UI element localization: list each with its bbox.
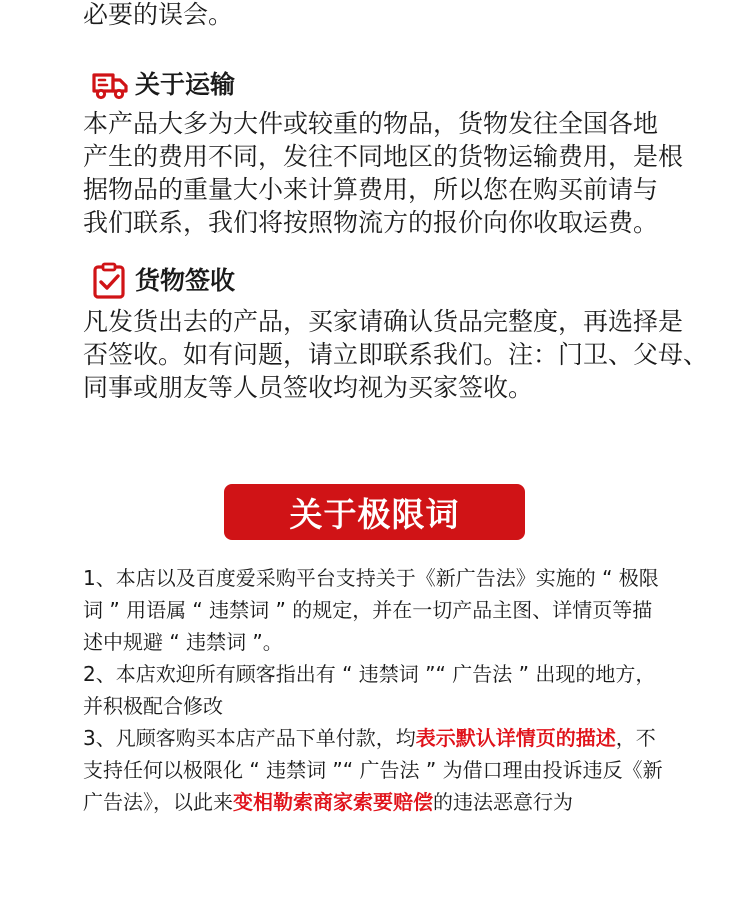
truck-icon — [91, 66, 129, 104]
intro-text-tail: 必要的误会。 — [83, 0, 234, 29]
rule-1-line-1: 1、本店以及百度爱采购平台支持关于《新广告法》实施的 “ 极限 — [83, 566, 659, 590]
rule-3-text-a: 3、凡顾客购买本店产品下单付款，均 — [83, 726, 416, 750]
rule-3-text-d: 的违法恶意行为 — [433, 790, 573, 814]
rule-3-line-2: 支持任何以极限化 “ 违禁词 ”“ 广告法 ” 为借口理由投诉违反《新 — [83, 758, 663, 782]
rule-3-highlight-1: 表示默认详情页的描述 — [415, 726, 616, 750]
shipping-text — [83, 107, 683, 239]
rule-2-line-2: 并积极配合修改 — [83, 694, 223, 718]
clipboard-check-icon — [91, 262, 129, 300]
rule-3-text-b: ，不 — [615, 726, 656, 750]
banner-title: 关于极限词 — [289, 494, 460, 534]
receipt-line-3: 同事或朋友等人员签收均视为买家签收。 — [83, 373, 534, 402]
rule-3-text-c: 广告法》，以此来 — [83, 790, 233, 814]
receipt-line-1: 凡发货出去的产品，买家请确认货品完整度，再选择是 — [83, 307, 684, 336]
rule-3-line-1 — [83, 722, 683, 754]
rule-2-line-1: 2、本店欢迎所有顾客指出有 “ 违禁词 ”“ 广告法 ” 出现的地方， — [83, 662, 656, 686]
receipt-line-2: 否签收。如有问题，请立即联系我们。注：门卫、父母、 — [83, 340, 709, 369]
receipt-title: 货物签收 — [135, 266, 236, 295]
shipping-line-2: 产生的费用不同，发往不同地区的货物运输费用，是根 — [83, 142, 684, 171]
rule-1-line-3: 述中规避 “ 违禁词 ”。 — [83, 630, 283, 654]
rules-text — [83, 562, 683, 818]
shipping-title: 关于运输 — [135, 70, 236, 99]
rule-3-line-3 — [83, 786, 683, 818]
shipping-line-3: 据物品的重量大小来计算费用，所以您在购买前请与 — [83, 175, 659, 204]
rule-1-line-2: 词 ” 用语属 “ 违禁词 ” 的规定，并在一切产品主图、详情页等描 — [83, 598, 653, 622]
receipt-text — [83, 305, 709, 404]
shipping-heading — [91, 66, 235, 104]
shipping-line-1: 本产品大多为大件或较重的物品，货物发往全国各地 — [83, 109, 659, 138]
shipping-line-4: 我们联系，我们将按照物流方的报价向你收取运费。 — [83, 208, 659, 237]
receipt-heading — [91, 262, 235, 300]
banner-limit-words — [224, 484, 525, 540]
rule-3-highlight-2: 变相勒索商家索要赔偿 — [233, 790, 433, 814]
